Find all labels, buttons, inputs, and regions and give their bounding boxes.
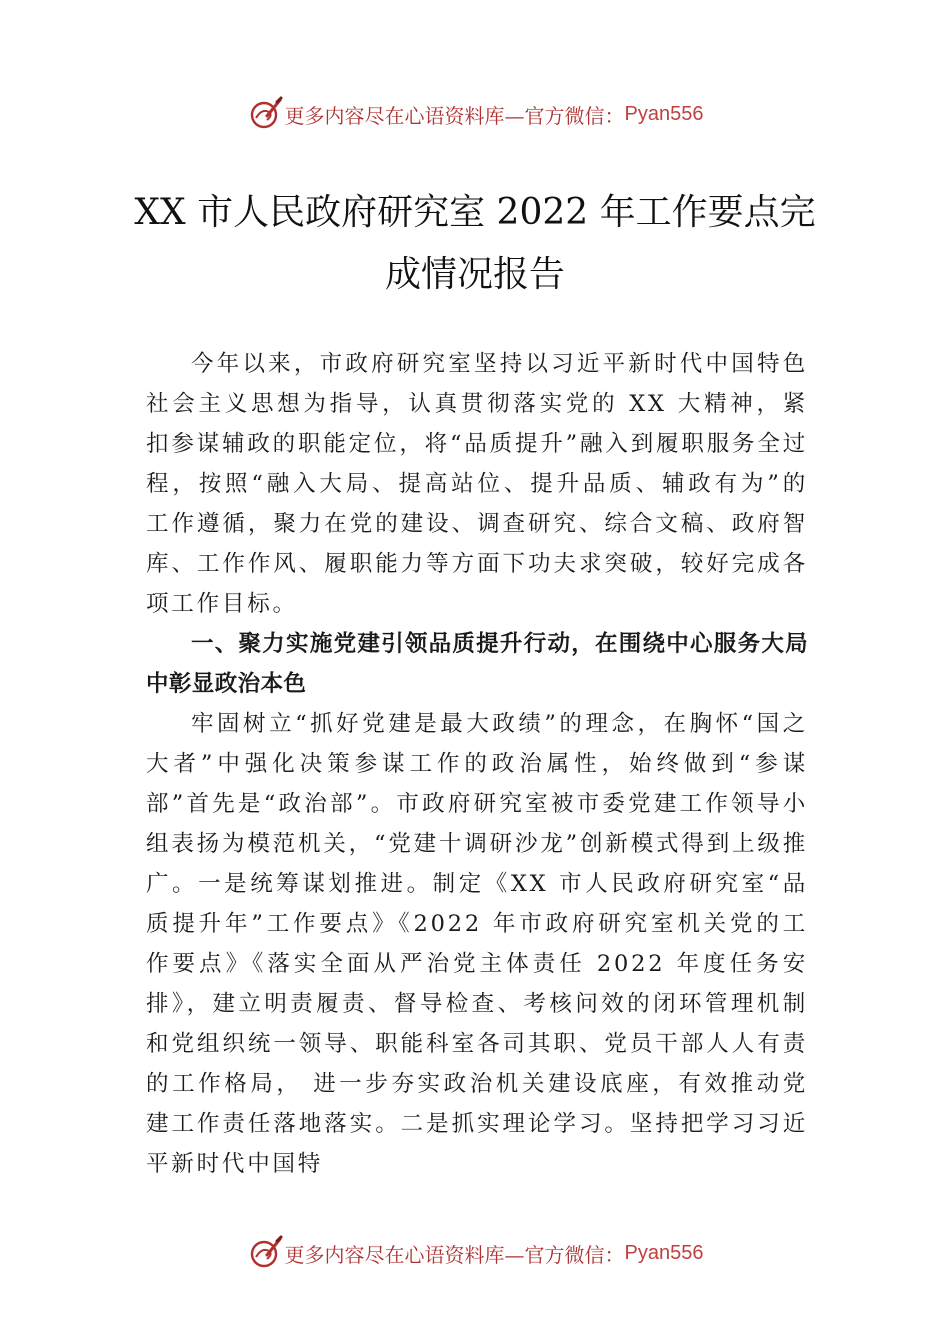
- document-title: [100, 182, 850, 306]
- intro-paragraph: 今年以来，市政府研究室坚持以习近平新时代中国特色社会主义思想为指导，认真贯彻落实党的 XX 大精神，紧扣参谋辅政的职能定位，将“品质提升”融入到履职服务全过程，按照“融入大局、提高站位、提升品质、辅政有为”的 工作遵循，聚力在党的建设、调查研究、综合文稿、政府智库、工作作风、履职能力等方面下功夫求突破，较好完成各项工作目标。: [146, 351, 808, 617]
- title-line-2: 成情况报告: [384, 254, 565, 295]
- section-1-heading: 一、聚力实施党建引领品质提升行动，在围绕中心服务大局中彰显政治本色: [146, 631, 808, 697]
- watermark-text: 更多内容尽在心语资料库—官方微信：: [284, 1242, 625, 1267]
- title-line-1: XX 市人民政府研究室 2022 年工作要点完: [134, 192, 816, 233]
- watermark-text: 更多内容尽在心语资料库—官方微信：: [284, 103, 625, 128]
- pen-signature-icon: [247, 96, 283, 132]
- watermark-banner-bottom: [0, 1233, 950, 1273]
- watermark-wechat-id: Pyan556: [624, 102, 704, 125]
- document-body: [146, 344, 808, 1184]
- pen-signature-icon: [247, 1235, 283, 1271]
- section-1-paragraph: 牢固树立“抓好党建是最大政绩”的理念，在胸怀“国之大者”中强化决策参谋工作的政治属性，始终做到“参谋部”首先是“政治部”。市政府研究室被市委党建工作领导小组表扬为模范机关，“党建十调研沙龙”创新模式得到上级推广。一是统筹谋划推进。制定《XX 市人民政府研究室“品质提升年”工作要点》《2022 年市政府研究室机关党的工作要点》《落实全面从严治党主体责任 2022 年度任务安排》，建立明责履责、督导检查、考核问效的闭环管理机制和党组织统一领导、职能科室各司其职、党员干部人人有责的工作格局， 进一步夯实政治机关建设底座，有效推动党建工作责任落地落实。二是抓实理论学习。坚持把学习习近平新时代中国特: [146, 711, 808, 1177]
- watermark-wechat-id: Pyan556: [624, 1241, 704, 1264]
- watermark-banner-top: [0, 94, 950, 134]
